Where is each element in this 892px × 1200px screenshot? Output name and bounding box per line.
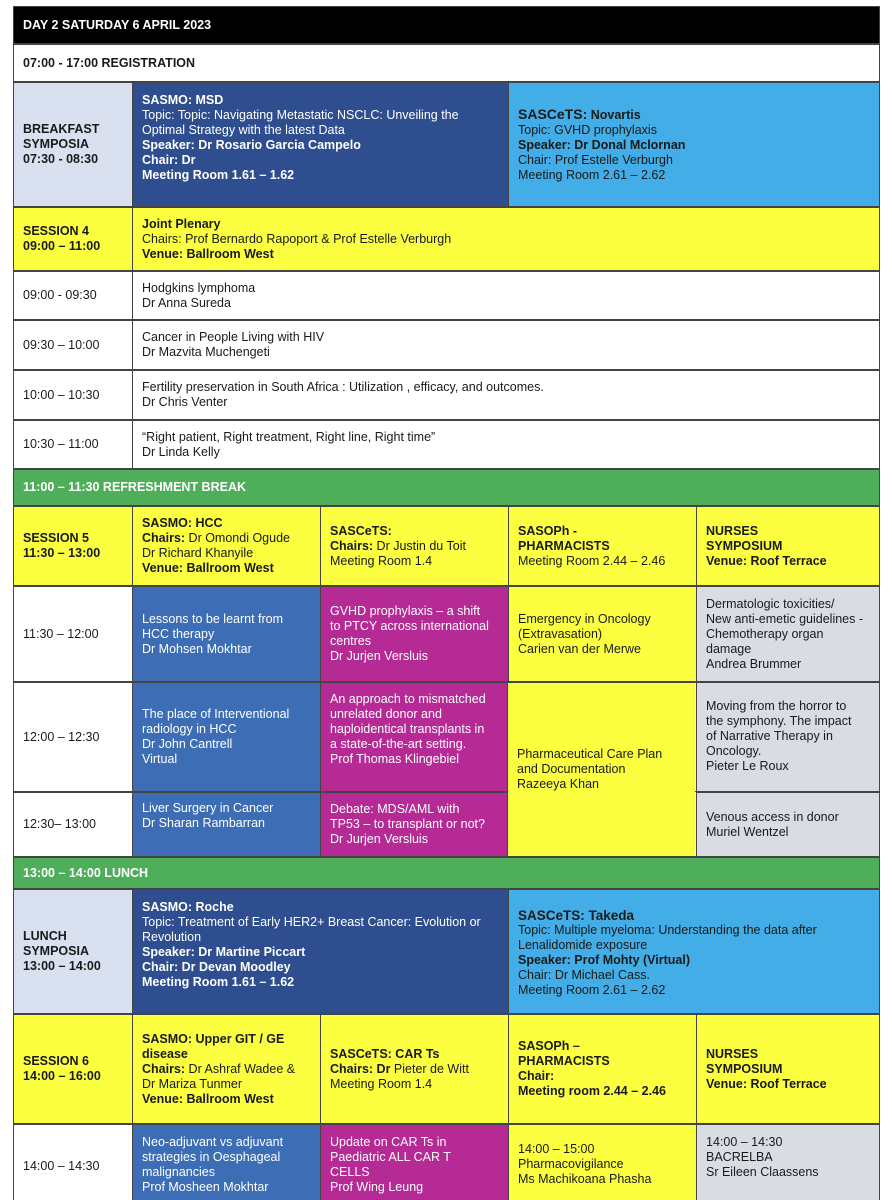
sasmo-talk [132, 587, 320, 681]
talk-line: (Extravasation) [518, 626, 603, 641]
track-venue: Venue: Ballroom West [142, 561, 274, 575]
session4-time: 09:00 – 11:00 [23, 239, 101, 253]
talk-line: Dermatologic toxicities/ [706, 596, 835, 611]
talk-line: damage [706, 641, 752, 656]
sascets-speaker: Speaker: Prof Mohty (Virtual) [518, 953, 691, 967]
talk-time: 09:00 - 09:30 [23, 288, 97, 302]
sasmo-roche-cell [132, 890, 508, 1013]
breakfast-label-cell [14, 83, 132, 206]
sascets-speaker: Speaker: Dr Donal Mclornan [518, 138, 686, 152]
talk-row [13, 320, 880, 370]
talk-line: to PTCY across international [330, 619, 489, 633]
track-title: NURSES [706, 523, 759, 538]
talk-speaker: Prof Thomas Klingebiel [330, 752, 460, 766]
talk-speaker: Ms Machikoana Phasha [518, 1172, 652, 1186]
track-venue: Venue: Roof Terrace [706, 1076, 827, 1091]
slot-time: 11:30 – 12:00 [23, 626, 99, 641]
chairs-names: Dr Justin du Toit [373, 538, 466, 553]
track-title: SASCeTS: [330, 523, 392, 538]
talk-speaker: Dr Jurjen Versluis [330, 649, 428, 663]
track-subtitle: SYMPOSIUM [706, 1061, 783, 1076]
talk-line: New anti-emetic guidelines - [706, 611, 864, 626]
talk-speaker: Dr Jurjen Versluis [330, 832, 428, 846]
talk-speaker: Dr Anna Sureda [142, 295, 231, 310]
registration-label: 07:00 - 17:00 REGISTRATION [23, 55, 196, 70]
sasmo-hcc-cell [132, 507, 320, 585]
track-title: SASOPh - [518, 523, 578, 538]
slot-row [13, 586, 880, 682]
track-subtitle: SYMPOSIUM [706, 538, 783, 553]
talk-line: Oncology. [706, 744, 762, 758]
sasoph-cell [508, 1015, 696, 1123]
sascets-chair: Chair: Prof Estelle Verburgh [518, 153, 673, 167]
talk-line: unrelated donor and [330, 707, 442, 721]
talk-line: malignancies [142, 1165, 215, 1179]
symposia-label: SYMPOSIA [23, 137, 89, 151]
chairs-names: Dr Omondi Ogude [185, 531, 290, 545]
talk-speaker: Pieter Le Roux [706, 759, 789, 773]
sasoph-cell [508, 507, 696, 585]
sascets-room: Meeting Room 2.61 – 2.62 [518, 983, 666, 997]
track-title: NURSES [706, 1046, 759, 1061]
session6-time: 14:00 – 16:00 [23, 1069, 101, 1083]
talk-speaker: Dr Mohsen Mokhtar [142, 641, 252, 656]
chairs-label: Chairs: [142, 1061, 186, 1076]
nurses-cell [696, 1015, 879, 1123]
session5-row [13, 506, 880, 586]
sascets-talk [320, 1125, 508, 1200]
track-venue: Venue: Ballroom West [142, 1091, 274, 1106]
talk-title: Fertility preservation in South Africa : Utilization , efficacy, and outcomes. [142, 380, 544, 394]
registration-row [13, 44, 880, 82]
track-room: Meeting Room 1.4 [330, 553, 433, 568]
session6-label: SESSION 6 [23, 1054, 89, 1068]
breakfast-symposia-row [13, 82, 880, 207]
talk-line: HCC therapy [142, 626, 215, 641]
nurses-talk [696, 587, 879, 681]
slot-row [13, 682, 880, 791]
slot-row [13, 1124, 880, 1200]
talk-title: Cancer in People Living with HIV [142, 330, 325, 344]
talk-line: CELLS [330, 1165, 370, 1179]
talk-line: and Documentation [517, 762, 626, 776]
nurses-talk [696, 792, 879, 856]
talk-speaker: Prof Wing Leung [330, 1180, 424, 1194]
talk-line: haploidentical transplants in [330, 722, 485, 736]
sascets-talk [320, 683, 508, 791]
track-title: SASMO: Upper GIT / GE disease [142, 1031, 285, 1061]
chairs-names: Dr Ashraf Wadee & [185, 1061, 296, 1076]
day-header [13, 6, 880, 44]
sascets-talk [320, 792, 508, 856]
slot-row [13, 791, 880, 857]
talk-line: a state-of-the-art setting. [330, 737, 467, 751]
talk-row [13, 271, 880, 320]
talk-speaker: Dr Linda Kelly [142, 444, 220, 459]
track-chair: Chair: [518, 1069, 555, 1083]
talk-speaker: Sr Eileen Claassens [706, 1165, 819, 1179]
session5-label: SESSION 5 [23, 531, 89, 545]
chairs-names: Pieter de Witt [390, 1061, 469, 1076]
lunch-symposia-row [13, 889, 880, 1014]
track-title: SASOPh – [518, 1039, 580, 1053]
plenary-venue: Venue: Ballroom West [142, 246, 274, 261]
talk-line: Pharmaceutical Care Plan [517, 747, 663, 761]
talk-line: The place of Interventional [142, 707, 290, 721]
talk-time: 14:00 – 15:00 [518, 1142, 595, 1156]
talk-speaker: Razeeya Khan [517, 777, 600, 791]
sasmo-room: Meeting Room 1.61 – 1.62 [142, 168, 295, 182]
sascets-car-t-cell [320, 1015, 508, 1123]
talk-line: of Narrative Therapy in [706, 729, 833, 743]
talk-row [13, 420, 880, 469]
chairs-names: Dr Richard Khanyile [142, 546, 254, 560]
sascets-talk [320, 587, 508, 681]
sasmo-speaker: Speaker: Dr Martine Piccart [142, 945, 306, 959]
refreshment-break-row [13, 469, 880, 506]
talk-speaker: Andrea Brummer [706, 656, 802, 671]
sasmo-upper-git-cell [132, 1015, 320, 1123]
sascets-novartis-cell [508, 83, 879, 206]
slot-time: 12:00 – 12:30 [23, 729, 100, 744]
talk-row [13, 370, 880, 420]
sasmo-title: SASMO: Roche [142, 900, 234, 914]
talk-speaker: Muriel Wentzel [706, 824, 789, 839]
talk-line: Neo-adjuvant vs adjuvant [142, 1135, 284, 1149]
talk-line: Venous access in donor [706, 809, 839, 824]
nurses-talk [696, 1125, 879, 1200]
talk-time: 10:30 – 11:00 [23, 437, 99, 451]
talk-line: An approach to mismatched [330, 692, 486, 706]
sasmo-title: SASMO: MSD [142, 93, 224, 107]
nurses-cell [696, 507, 879, 585]
chairs-names: Dr Mariza Tunmer [142, 1076, 243, 1091]
talk-time: 14:00 – 14:30 [706, 1135, 783, 1149]
session4-label-cell [14, 208, 132, 270]
talk-time: 10:00 – 10:30 [23, 387, 100, 402]
breakfast-label: BREAKFAST [23, 122, 100, 136]
track-subtitle: PHARMACISTS [518, 1054, 610, 1068]
talk-line: Chemotherapy organ [706, 626, 824, 641]
talk-line: BACRELBA [706, 1150, 773, 1164]
sascets-topic: Topic: Multiple myeloma: Understanding the data after Lenalidomide exposure [518, 923, 817, 952]
track-title: SASCeTS: CAR Ts [330, 1046, 440, 1061]
sasmo-talk [132, 1125, 320, 1200]
sascets-title: SASCeTS: [518, 106, 588, 122]
talk-title: “Right patient, Right treatment, Right line, Right time” [142, 429, 436, 444]
session6-row [13, 1014, 880, 1124]
sasoph-talk-merged [507, 683, 695, 856]
slot-time: 14:00 – 14:30 [23, 1159, 100, 1173]
sasmo-speaker: Speaker: Dr Rosario Garcia Campelo [142, 138, 361, 152]
nurses-talk [696, 683, 879, 791]
sasmo-talk [132, 683, 320, 791]
talk-line: Pharmacovigilance [518, 1157, 624, 1171]
sasmo-talk [132, 792, 320, 856]
track-venue: Venue: Roof Terrace [706, 553, 827, 568]
day-title: DAY 2 SATURDAY 6 APRIL 2023 [23, 17, 212, 32]
chairs-names: Dr [373, 1061, 391, 1076]
sasmo-room: Meeting Room 1.61 – 1.62 [142, 975, 295, 989]
talk-speaker: Dr John Cantrell [142, 737, 233, 751]
talk-line: strategies in Oesphageal [142, 1150, 281, 1164]
sasoph-talk [508, 1125, 696, 1200]
sasmo-topic: Topic: Treatment of Early HER2+ Breast Cancer: Evolution or Revolution [142, 915, 481, 944]
talk-speaker: Dr Sharan Rambarran [142, 816, 265, 830]
talk-line: Debate: MDS/AML with [330, 802, 460, 816]
plenary-title: Joint Plenary [142, 216, 221, 231]
sasmo-topic: Topic: Topic: Navigating Metastatic NSCLC: Unveiling the Optimal Strategy with the latest Data [142, 108, 459, 137]
talk-line: GVHD prophylaxis – a shift [330, 604, 481, 618]
sascets-chair: Chair: Dr Michael Cass. [518, 968, 650, 982]
talk-time: 09:30 – 10:00 [23, 337, 100, 352]
track-room: Meeting Room 2.44 – 2.46 [518, 553, 666, 568]
sascets-title: SASCeTS: Takeda [518, 908, 635, 923]
talk-line: Emergency in Oncology [518, 611, 651, 626]
sascets-takeda-cell [508, 890, 879, 1013]
slot-time: 12:30– 13:00 [23, 817, 96, 831]
track-title: SASMO: HCC [142, 516, 223, 530]
talk-speaker: Dr Mazvita Muchengeti [142, 345, 270, 359]
talk-line: the symphony. The impact [706, 714, 852, 728]
sasmo-chair: Chair: Dr Devan Moodley [142, 960, 291, 974]
joint-plenary-cell [132, 208, 879, 270]
talk-line: radiology in HCC [142, 722, 237, 736]
chairs-label: Chairs: [330, 1061, 374, 1076]
lunch-label: LUNCH [23, 929, 67, 943]
sascets-topic: Topic: GVHD prophylaxis [518, 123, 657, 137]
talk-speaker: Carien van der Merwe [518, 641, 641, 656]
talk-line: Liver Surgery in Cancer [142, 801, 274, 815]
talk-line: TP53 – to transplant or not? [330, 817, 485, 831]
breakfast-time: 07:30 - 08:30 [23, 152, 99, 166]
talk-title: Hodgkins lymphoma [142, 280, 256, 295]
lunch-label: 13:00 – 14:00 LUNCH [23, 865, 149, 880]
talk-line: Moving from the horror to [706, 699, 847, 713]
session4-label: SESSION 4 [23, 224, 89, 238]
break-label: 11:00 – 11:30 REFRESHMENT BREAK [23, 480, 246, 494]
sascets-cell [320, 507, 508, 585]
plenary-chairs: Chairs: Prof Bernardo Rapoport & Prof Estelle Verburgh [142, 231, 452, 246]
track-room: Meeting room 2.44 – 2.46 [518, 1084, 666, 1098]
talk-speaker: Dr Chris Venter [142, 395, 228, 409]
sascets-sponsor: Novartis [587, 108, 641, 122]
lunch-row [13, 857, 880, 889]
sasmo-msd-cell [132, 83, 508, 206]
talk-line: centres [330, 634, 371, 648]
talk-line: Lessons to be learnt from [142, 611, 284, 626]
session5-time: 11:30 – 13:00 [23, 546, 101, 560]
talk-speaker: Prof Mosheen Mokhtar [142, 1180, 269, 1194]
lunch-time: 13:00 – 14:00 [23, 959, 101, 973]
sascets-room: Meeting Room 2.61 – 2.62 [518, 168, 666, 182]
talk-line: Paediatric ALL CAR T [330, 1150, 451, 1164]
sasoph-talk [508, 587, 696, 681]
symposia-label: SYMPOSIA [23, 944, 89, 958]
session4-row [13, 207, 880, 271]
chairs-label: Chairs: [142, 531, 186, 545]
sasmo-chair: Chair: Dr [142, 153, 196, 167]
talk-note: Virtual [142, 752, 178, 766]
talk-line: Update on CAR Ts in [330, 1135, 447, 1149]
track-subtitle: PHARMACISTS [518, 538, 610, 553]
track-room: Meeting Room 1.4 [330, 1076, 433, 1091]
chairs-label: Chairs: [330, 538, 374, 553]
